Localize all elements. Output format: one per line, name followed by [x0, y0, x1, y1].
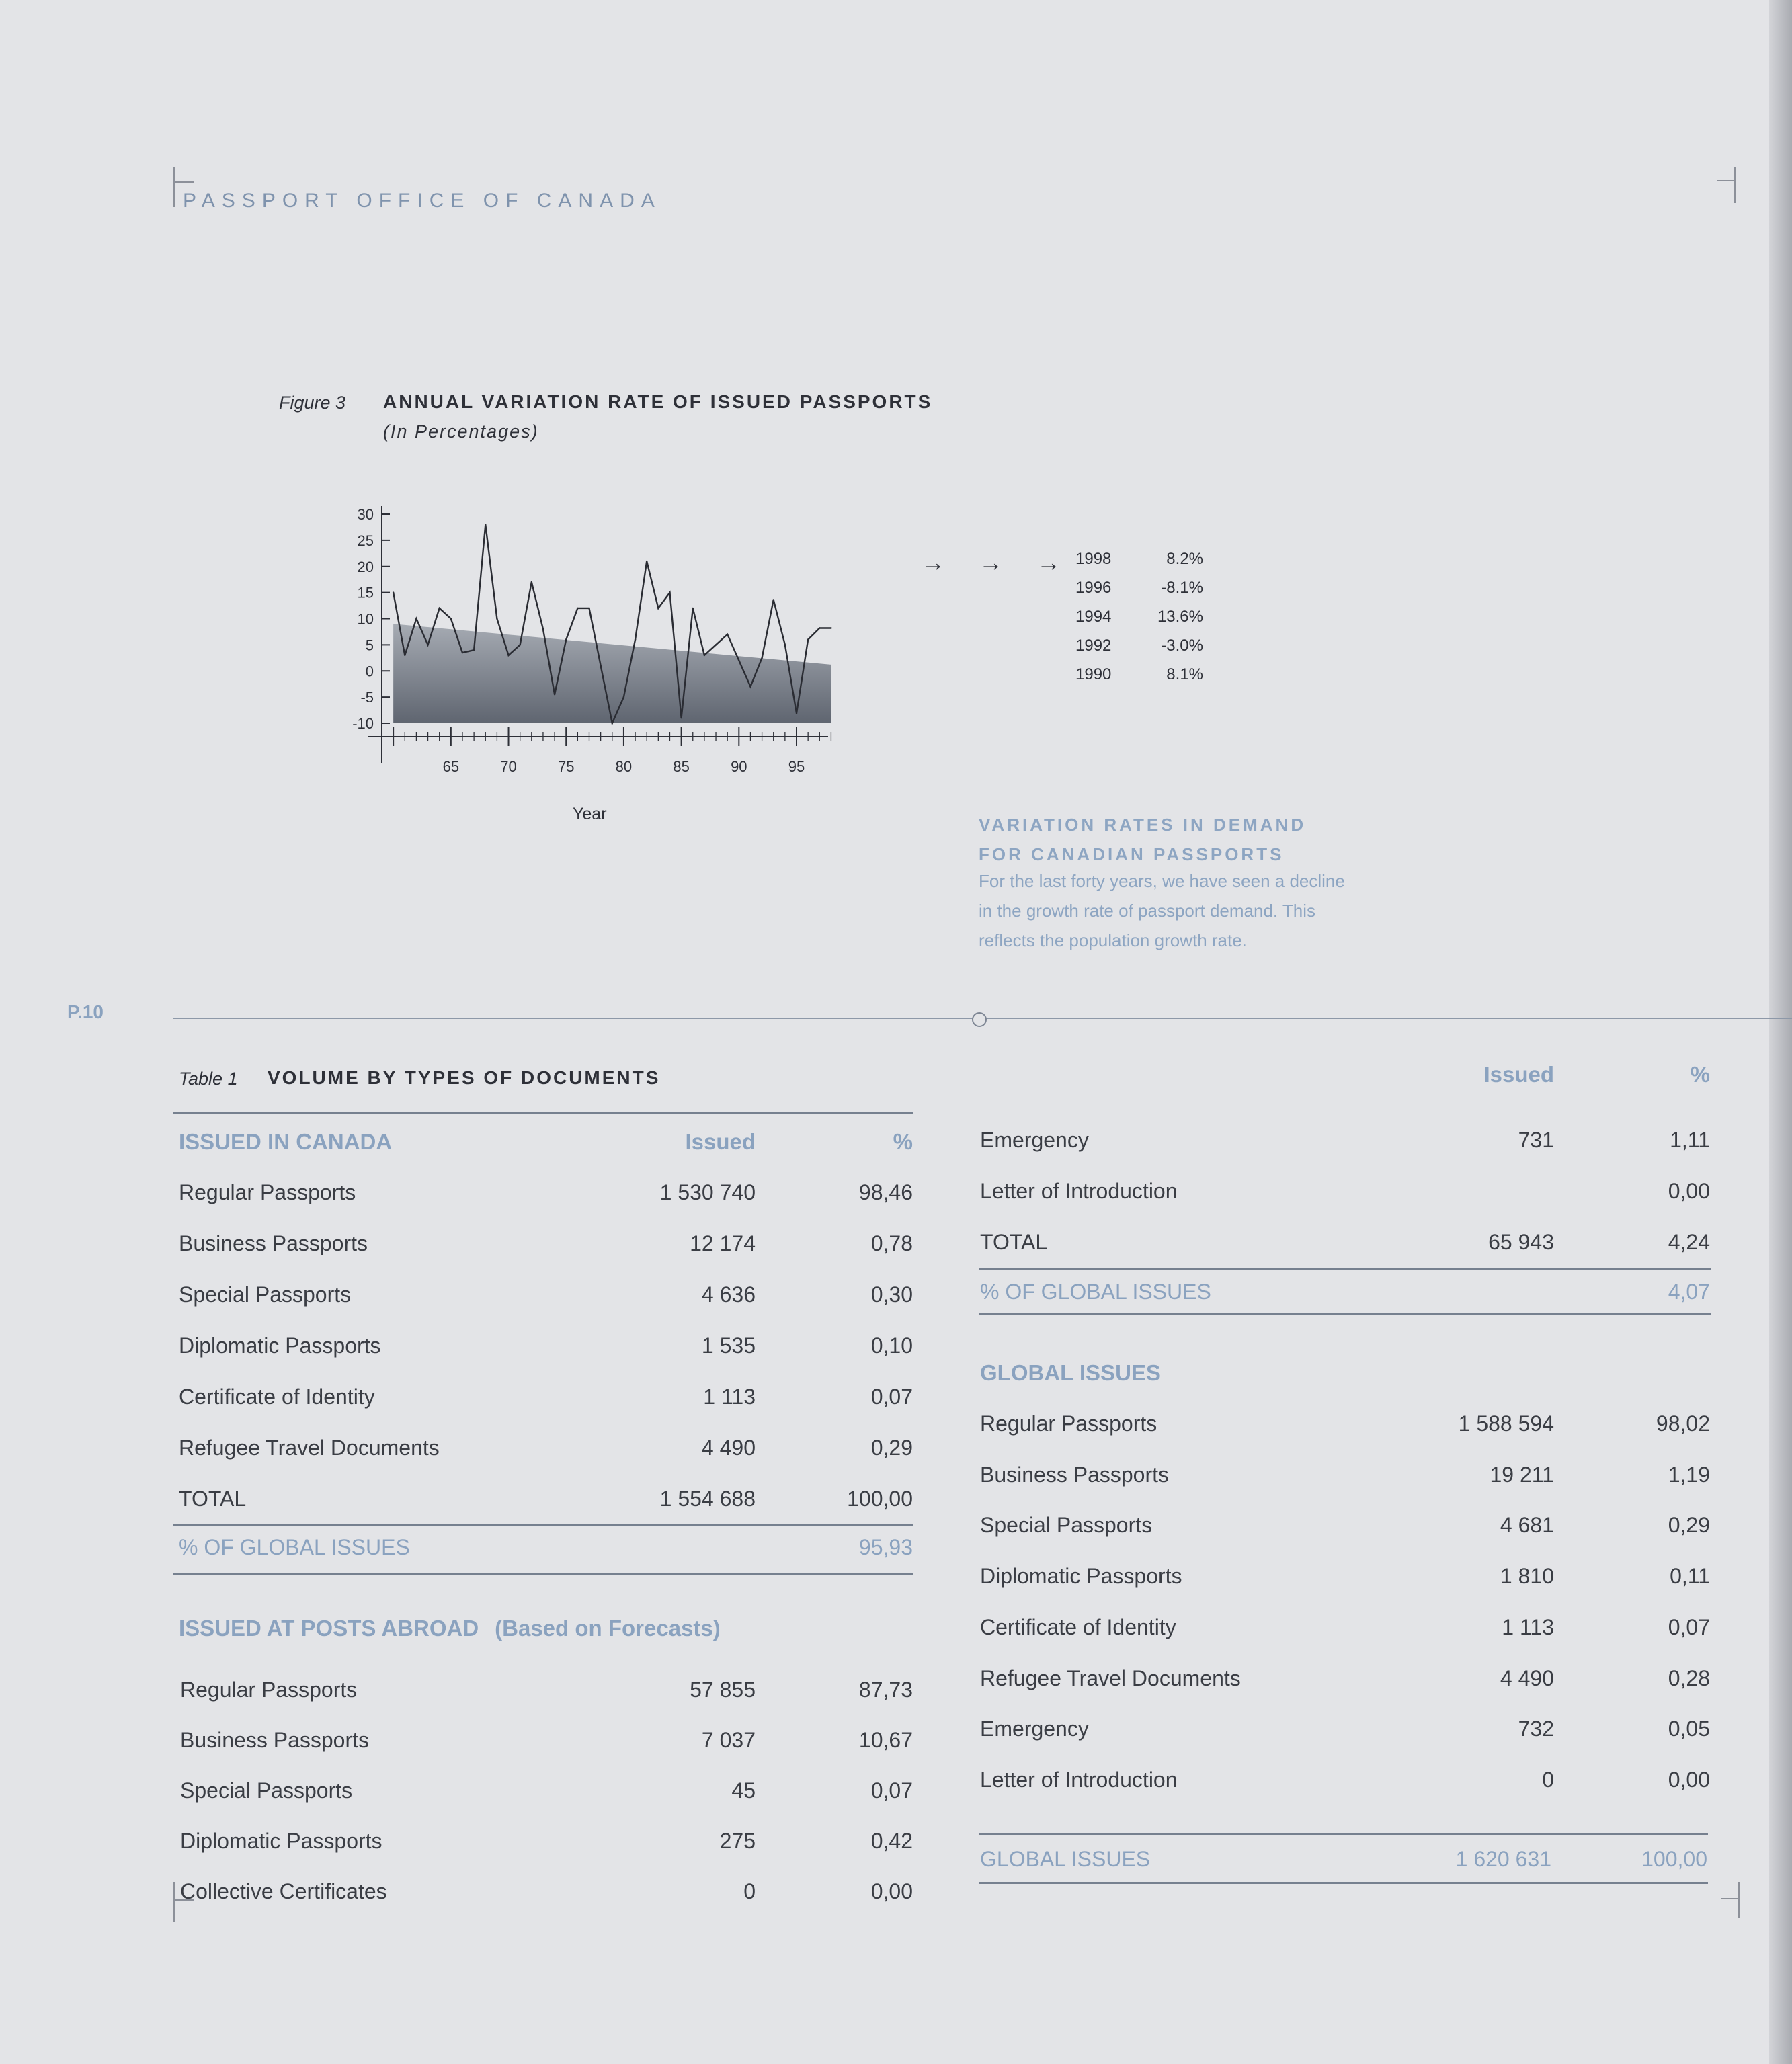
- variation-rate-chart: [336, 484, 847, 786]
- table-row: [180, 1728, 913, 1762]
- note-line: in the growth rate of passport demand. This: [979, 901, 1316, 921]
- rate-year: 1996: [1075, 579, 1112, 597]
- data-point: [761, 657, 762, 659]
- row-issued: 0: [1542, 1767, 1554, 1792]
- row-percent: 10,67: [858, 1728, 913, 1752]
- data-point: [819, 627, 820, 628]
- rate-year: 1992: [1075, 636, 1112, 655]
- x-tick-label: 95: [788, 758, 805, 775]
- row-label: Collective Certificates: [180, 1879, 387, 1903]
- data-point: [404, 655, 405, 656]
- table-row: [179, 1231, 913, 1265]
- row-percent: 0,30: [870, 1282, 913, 1307]
- row-percent: 0,10: [870, 1333, 913, 1358]
- rate-year: 1990: [1075, 665, 1112, 684]
- table-row: [980, 1411, 1710, 1445]
- row-percent: 0,28: [1668, 1665, 1710, 1690]
- table-row: [179, 1282, 913, 1316]
- table-row: [980, 1666, 1710, 1700]
- data-point: [450, 618, 452, 619]
- table-row: [980, 1230, 1710, 1264]
- table-row: [179, 1180, 913, 1214]
- y-tick-label: 0: [365, 663, 374, 680]
- table-row: [980, 1615, 1710, 1649]
- row-percent: 0,07: [870, 1385, 913, 1409]
- x-tick-label: 75: [557, 758, 575, 775]
- y-tick-label: -5: [360, 689, 374, 706]
- table-row: [179, 1385, 913, 1418]
- running-head: PASSPORT OFFICE OF CANADA: [183, 190, 661, 212]
- data-point: [612, 723, 613, 724]
- row-issued: 1 113: [1502, 1614, 1554, 1639]
- row-label: Business Passports: [179, 1231, 368, 1255]
- table-row: [180, 1829, 913, 1862]
- rate-row: [1075, 579, 1203, 608]
- data-point: [588, 608, 589, 609]
- x-tick-label: 80: [615, 758, 633, 775]
- row-percent: 0,11: [1670, 1564, 1710, 1589]
- row-issued: 1 530 740: [659, 1180, 756, 1204]
- table-row: [980, 1462, 1710, 1496]
- row-label: Special Passports: [980, 1513, 1153, 1538]
- section-heading-canada: ISSUED IN CANADA: [179, 1129, 393, 1154]
- abroad-heading: ISSUED AT POSTS ABROAD: [179, 1616, 479, 1641]
- data-point: [680, 717, 682, 718]
- column-head-percent: %: [1690, 1062, 1710, 1087]
- data-point: [749, 686, 751, 687]
- data-point: [807, 638, 809, 640]
- column-head-percent: %: [893, 1129, 913, 1154]
- data-point: [473, 649, 475, 651]
- y-tick-label: 30: [357, 506, 374, 523]
- row-issued: 731: [1518, 1128, 1554, 1152]
- section-heading-global: GLOBAL ISSUES: [980, 1360, 1161, 1385]
- rule-canada-total: [173, 1524, 913, 1526]
- row-issued: 12 174: [690, 1231, 756, 1255]
- row-percent: 100,00: [847, 1487, 913, 1511]
- crop-mark-bottom-left-v: [173, 1882, 175, 1922]
- data-point: [738, 660, 739, 661]
- row-percent: 4,07: [1668, 1280, 1710, 1304]
- x-axis-title: Year: [573, 804, 607, 823]
- crop-mark-bottom-right-v: [1738, 1882, 1740, 1918]
- row-label: Special Passports: [179, 1282, 352, 1307]
- note-line: For the last forty years, we have seen a decline: [979, 871, 1345, 891]
- table-row: [180, 1678, 913, 1711]
- data-point: [784, 644, 786, 645]
- divider-circle-icon: [972, 1012, 987, 1027]
- data-point: [519, 644, 520, 645]
- y-tick-label: 10: [357, 610, 374, 628]
- row-label: Diplomatic Passports: [179, 1333, 381, 1358]
- row-issued: 7 037: [701, 1728, 756, 1752]
- row-issued: 1 588 594: [1458, 1411, 1554, 1436]
- table-label: Table 1: [179, 1069, 238, 1089]
- row-label: Certificate of Identity: [980, 1614, 1176, 1639]
- row-percent: 0,29: [1668, 1513, 1710, 1538]
- data-point: [635, 638, 636, 640]
- row-label: TOTAL: [179, 1487, 247, 1511]
- data-point: [830, 627, 831, 628]
- table-row: [180, 1879, 913, 1913]
- row-label: Special Passports: [180, 1778, 353, 1803]
- crop-mark-top-right-v: [1734, 167, 1736, 203]
- row-percent: 0,78: [870, 1231, 913, 1255]
- data-point: [600, 665, 601, 666]
- rate-row: [1075, 636, 1203, 665]
- rule-global-total-top: [979, 1833, 1708, 1835]
- row-percent: 1,19: [1668, 1462, 1710, 1487]
- row-label: Business Passports: [980, 1462, 1170, 1487]
- row-label: Certificate of Identity: [179, 1385, 375, 1409]
- row-issued: 19 211: [1490, 1462, 1554, 1487]
- data-point: [727, 634, 728, 635]
- row-issued: 732: [1518, 1717, 1554, 1741]
- data-point: [669, 591, 670, 593]
- page-edge-shadow: [1769, 0, 1792, 2064]
- page-number: P.10: [67, 1001, 104, 1022]
- rate-year: 1994: [1075, 608, 1112, 626]
- row-percent: 98,02: [1656, 1411, 1710, 1436]
- row-issued: 65 943: [1488, 1230, 1554, 1254]
- note-heading-line-1: VARIATION RATES IN DEMAND: [979, 815, 1307, 835]
- rule-global-total-bottom: [979, 1882, 1708, 1884]
- note-heading-line-2: FOR CANADIAN PASSPORTS: [979, 844, 1285, 864]
- table-top-rule: [173, 1112, 913, 1114]
- row-label: TOTAL: [980, 1230, 1048, 1254]
- data-point: [773, 599, 774, 600]
- table-row: [179, 1436, 913, 1469]
- data-point: [623, 696, 624, 698]
- table-row: [179, 1535, 913, 1569]
- y-tick-label: -10: [352, 715, 374, 732]
- table-row: [980, 1564, 1710, 1598]
- table-row: [980, 1768, 1710, 1801]
- note-heading: [979, 810, 1306, 869]
- figure-title: ANNUAL VARIATION RATE OF ISSUED PASSPORTS: [383, 391, 933, 412]
- rate-value: 8.1%: [1166, 665, 1203, 684]
- rate-value: 8.2%: [1166, 550, 1203, 568]
- y-tick-label: 25: [357, 532, 374, 549]
- x-tick-label: 70: [500, 758, 517, 775]
- y-tick-label: 5: [365, 636, 374, 654]
- row-label: Emergency: [980, 1128, 1089, 1152]
- row-label: Letter of Introduction: [980, 1767, 1178, 1792]
- data-point: [462, 652, 463, 653]
- row-label: GLOBAL ISSUES: [980, 1847, 1151, 1871]
- row-percent: 100,00: [1641, 1847, 1707, 1871]
- table-row: [980, 1128, 1710, 1161]
- table-row: [180, 1778, 913, 1812]
- row-issued: 1 620 631: [1455, 1847, 1551, 1871]
- row-label: % OF GLOBAL ISSUES: [980, 1280, 1211, 1304]
- row-issued: 1 810: [1500, 1564, 1554, 1589]
- column-head-issued: Issued: [685, 1129, 756, 1154]
- row-percent: 0,07: [1668, 1614, 1710, 1639]
- rate-value: -8.1%: [1161, 579, 1203, 597]
- data-point: [646, 561, 647, 562]
- figure-subtitle: (In Percentages): [383, 421, 539, 442]
- row-label: Regular Passports: [980, 1411, 1157, 1436]
- data-point: [415, 618, 417, 619]
- row-percent: 4,24: [1668, 1230, 1710, 1254]
- rate-list: [1075, 550, 1203, 694]
- row-label: Regular Passports: [179, 1180, 356, 1204]
- row-percent: 0,00: [870, 1879, 913, 1903]
- table-row: [179, 1333, 913, 1367]
- column-head-issued: Issued: [1483, 1062, 1554, 1087]
- table-row: [980, 1717, 1710, 1750]
- abroad-heading-note: (Based on Forecasts): [495, 1616, 721, 1641]
- data-point: [496, 618, 497, 619]
- data-point: [438, 608, 440, 609]
- rate-row: [1075, 608, 1203, 636]
- table-row: [980, 1280, 1710, 1313]
- crop-mark-top-left-h: [173, 181, 194, 183]
- row-issued: 45: [731, 1778, 756, 1803]
- row-label: Business Passports: [180, 1728, 370, 1752]
- row-percent: 0,00: [1668, 1767, 1710, 1792]
- row-percent: 0,29: [870, 1436, 913, 1460]
- rate-row: [1075, 550, 1203, 579]
- row-label: Refugee Travel Documents: [179, 1436, 440, 1460]
- data-point: [715, 644, 717, 645]
- row-issued: 4 681: [1500, 1513, 1554, 1538]
- data-point: [565, 638, 567, 640]
- row-label: Regular Passports: [180, 1678, 358, 1702]
- table-row: [980, 1513, 1710, 1546]
- table-row: [980, 1847, 1707, 1881]
- row-issued: 1 554 688: [659, 1487, 756, 1511]
- row-label: % OF GLOBAL ISSUES: [179, 1535, 410, 1559]
- row-percent: 0,00: [1668, 1179, 1710, 1203]
- section-heading-abroad: [179, 1616, 721, 1641]
- table-row: [179, 1487, 913, 1520]
- row-percent: 0,05: [1668, 1717, 1710, 1741]
- data-point: [657, 608, 659, 609]
- row-percent: 0,07: [870, 1778, 913, 1803]
- rate-row: [1075, 665, 1203, 694]
- x-tick-label: 85: [673, 758, 690, 775]
- figure-label: Figure 3: [279, 393, 346, 413]
- row-label: Diplomatic Passports: [980, 1564, 1182, 1589]
- data-point: [427, 644, 428, 645]
- data-point: [554, 694, 555, 695]
- row-percent: 95,93: [858, 1535, 913, 1559]
- row-issued: 1 535: [701, 1333, 756, 1358]
- row-percent: 1,11: [1670, 1128, 1710, 1152]
- x-tick-label: 65: [442, 758, 460, 775]
- rule-abroad-total: [979, 1268, 1711, 1270]
- data-point: [796, 712, 797, 714]
- row-issued: 4 490: [1500, 1665, 1554, 1690]
- crop-mark-top-right-h: [1717, 180, 1735, 181]
- note-body: [979, 866, 1409, 955]
- data-point: [692, 608, 694, 609]
- table-title: VOLUME BY TYPES OF DOCUMENTS: [268, 1067, 661, 1088]
- data-point: [542, 628, 544, 630]
- y-tick-label: 20: [357, 558, 374, 575]
- row-percent: 0,42: [870, 1829, 913, 1853]
- arrow-icons: → → →: [921, 548, 1075, 576]
- row-issued: 57 855: [690, 1678, 756, 1702]
- note-line: reflects the population growth rate.: [979, 930, 1247, 950]
- data-point: [507, 655, 509, 656]
- rate-year: 1998: [1075, 550, 1112, 568]
- rate-value: 13.6%: [1157, 608, 1203, 626]
- data-point: [393, 591, 394, 593]
- rate-value: -3.0%: [1161, 636, 1203, 655]
- data-point: [577, 608, 578, 609]
- row-label: Emergency: [980, 1717, 1089, 1741]
- y-tick-label: 15: [357, 584, 374, 602]
- data-point: [485, 524, 486, 525]
- row-label: Letter of Introduction: [980, 1179, 1178, 1203]
- row-issued: 1 113: [703, 1385, 756, 1409]
- row-issued: 275: [719, 1829, 756, 1853]
- row-issued: 4 636: [701, 1282, 756, 1307]
- row-label: Refugee Travel Documents: [980, 1665, 1241, 1690]
- row-percent: 87,73: [858, 1678, 913, 1702]
- x-tick-label: 90: [731, 758, 747, 775]
- table-row: [980, 1179, 1710, 1212]
- crop-mark-bottom-right-h: [1721, 1898, 1738, 1899]
- row-percent: 98,46: [858, 1180, 913, 1204]
- data-point: [704, 655, 705, 656]
- row-issued: 0: [743, 1879, 756, 1903]
- row-label: Diplomatic Passports: [180, 1829, 382, 1853]
- data-point: [531, 581, 532, 583]
- row-issued: 4 490: [701, 1436, 756, 1460]
- crop-mark-top-left-v: [173, 167, 175, 207]
- rule-canada-global: [173, 1573, 913, 1575]
- rule-abroad-global: [979, 1313, 1711, 1315]
